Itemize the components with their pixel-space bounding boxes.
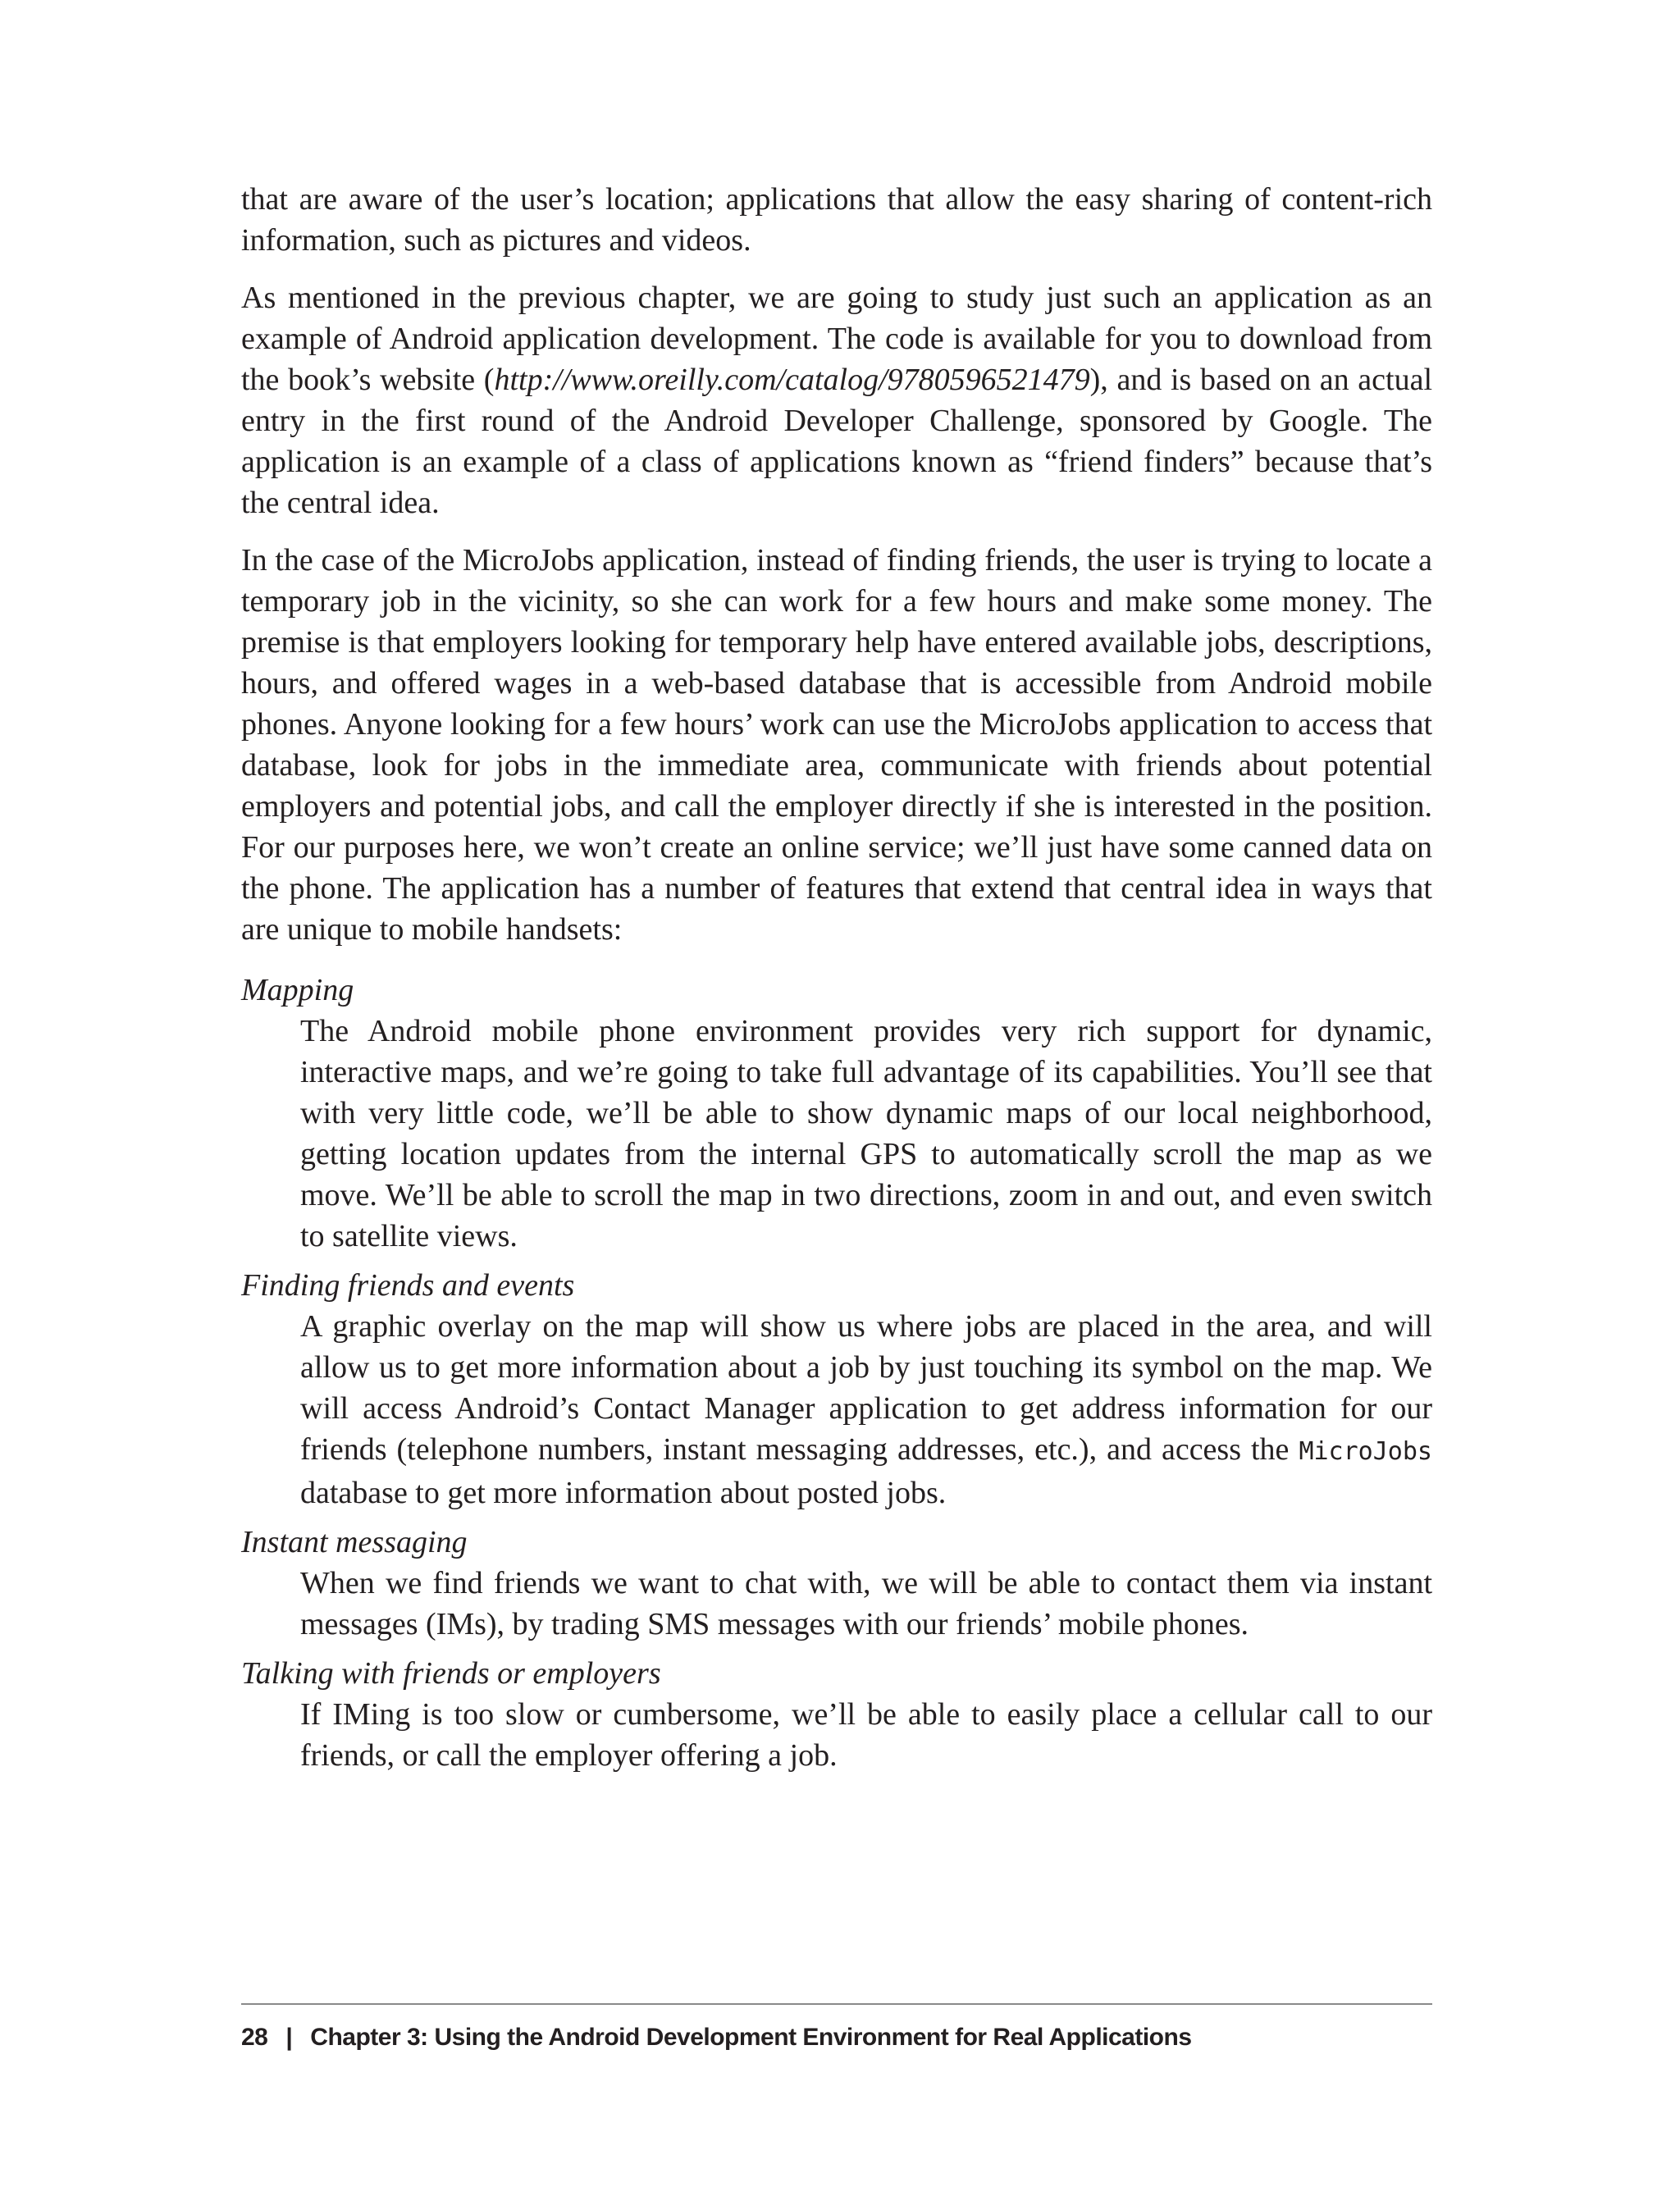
- paragraph-application-overview: [241, 277, 1432, 523]
- definition-text: database to get more information about posted jobs.: [300, 1476, 947, 1510]
- feature-term-instant-messaging: Instant messaging: [241, 1525, 468, 1559]
- paragraph-microjobs-description: In the case of the MicroJobs application, instead of finding friends, the user is trying to locate a temporary job in the vicinity, so she can work for a few hours and make some money. The premise is that employers looking for temporary help have entered available jobs, descriptions, hours, and offered wages in a web-based database that is accessible from Android mobile phones. Anyone looking for a few hours’ work can use the MicroJobs application to access that database, look for jobs in the immediate area, communicate with friends about potential employers and potential jobs, and call the employer directly if she is interested in the position. For our purposes here, we won’t create an online service; we’ll just have some canned data on the phone. The application has a number of features that extend that central idea in ways that are unique to mobile handsets:: [241, 543, 1432, 947]
- page-body: [241, 179, 1432, 1776]
- page-footer: [241, 2021, 1192, 2054]
- feature-definition-talking: If IMing is too slow or cumbersome, we’ll be able to easily place a cellular call to our friends, or call the employer offering a job.: [300, 1697, 1432, 1773]
- footer-divider: [241, 2003, 1432, 2005]
- feature-list: [241, 970, 1432, 1776]
- chapter-title: Chapter 3: Using the Android Development Environment for Real Applications: [310, 2024, 1192, 2051]
- feature-definition-mapping: The Android mobile phone environment provides very rich support for dynamic, interactive maps, and we’re going to take full advantage of its capabilities. You’ll see that with very little code, we’ll be able to show dynamic maps of our local neighborhood, getting location updates from the internal GPS to automatically scroll the map as we move. We’ll be able to scroll the map in two directions, zoom in and out, and even switch to satellite views.: [300, 1014, 1432, 1253]
- paragraph-text: As mentioned in the previous chapter, we are going to study just such an application as an example of Android application development. The code is available for you to download from the book’s website (: [241, 281, 1432, 397]
- code-microjobs: MicroJobs: [1299, 1437, 1432, 1466]
- definition-text: A graphic overlay on the map will show us where jobs are placed in the area, and will allow us to get more information about a job by just touching its symbol on the map. We will access Android’s Contact Manager application to get address information for our friends (telephone numbers, instant messaging addresses, etc.), and access the: [300, 1309, 1432, 1467]
- paragraph-intro: that are aware of the user’s location; applications that allow the easy sharing of content-rich information, such as pictures and videos.: [241, 182, 1432, 258]
- feature-term-talking: Talking with friends or employers: [241, 1656, 661, 1691]
- book-website-link[interactable]: http://www.oreilly.com/catalog/9780596521479: [494, 363, 1090, 397]
- paragraph-text: ), and is based on an actual entry in the first round of the Android Developer Challenge, sponsored by Google. The application is an example of a class of applications known as “friend finders” because that’s the central idea.: [241, 363, 1432, 520]
- feature-definition-finding-friends: [300, 1306, 1432, 1513]
- page-number: 28: [241, 2024, 268, 2051]
- feature-term-mapping: Mapping: [241, 973, 354, 1007]
- feature-term-finding-friends: Finding friends and events: [241, 1268, 575, 1303]
- footer-separator: |: [285, 2024, 293, 2051]
- feature-definition-instant-messaging: When we find friends we want to chat with, we will be able to contact them via instant messages (IMs), by trading SMS messages with our friends’ mobile phones.: [300, 1566, 1432, 1641]
